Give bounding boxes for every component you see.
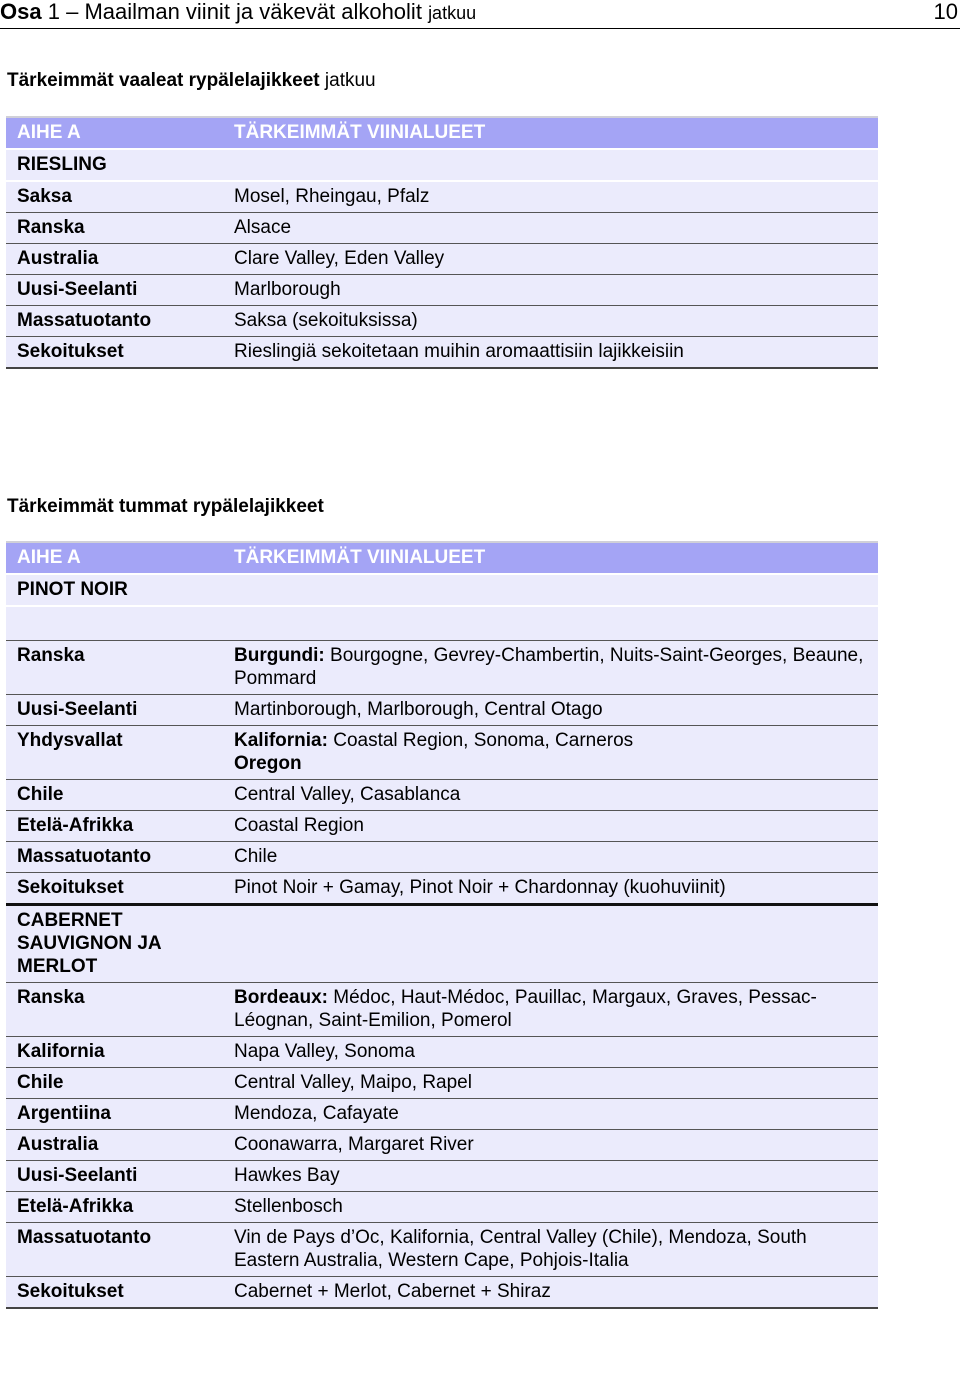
table-header-row	[6, 542, 878, 574]
grape-row	[6, 905, 878, 983]
table-header-row	[6, 117, 878, 149]
table-row: Uusi-Seelanti Hawkes Bay	[6, 1161, 878, 1192]
table-row: Massatuotanto Vin de Pays d’Oc, Kalifornia, Central Valley (Chile), Mendoza, South Eastern Australia, Western Cape, Pohjois-Italia	[6, 1223, 878, 1277]
table-row: Ranska Alsace	[6, 213, 878, 244]
table-row: Massatuotanto Saksa (sekoituksissa)	[6, 306, 878, 337]
table-row: Ranska Burgundi: Bourgogne, Gevrey-Chambertin, Nuits-Saint-Georges, Beaune, Pommard	[6, 641, 878, 695]
white-grapes-continued: jatkuu	[324, 70, 376, 91]
table-row: Uusi-Seelanti Martinborough, Marlborough, Central Otago	[6, 695, 878, 726]
column-header-regions: TÄRKEIMMÄT VIINIALUEET	[223, 542, 878, 574]
column-header-regions: TÄRKEIMMÄT VIINIALUEET	[223, 117, 878, 149]
table-row: Massatuotanto Chile	[6, 842, 878, 873]
header-rule	[0, 28, 960, 29]
table-row: Kalifornia Napa Valley, Sonoma	[6, 1037, 878, 1068]
red-grapes-table	[6, 541, 878, 1309]
table-row: Etelä-Afrikka Coastal Region	[6, 811, 878, 842]
table-row: Chile Central Valley, Maipo, Rapel	[6, 1068, 878, 1099]
table-row: Yhdysvallat Kalifornia: Coastal Region, Sonoma, Carneros Oregon	[6, 726, 878, 780]
grape-name: RIESLING	[6, 149, 223, 181]
header-number: 1	[47, 0, 60, 24]
table-row: Australia Clare Valley, Eden Valley	[6, 244, 878, 275]
table-row: Argentiina Mendoza, Cafayate	[6, 1099, 878, 1130]
table-row: Ranska Bordeaux: Médoc, Haut-Médoc, Pauillac, Margaux, Graves, Pessac-Léognan, Saint-Emilion, Pomerol	[6, 983, 878, 1037]
header-title: – Maailman viinit ja väkevät alkoholit	[66, 0, 422, 24]
grape-name: CABERNET SAUVIGNON JA MERLOT	[6, 905, 223, 983]
table-row: Sekoitukset Cabernet + Merlot, Cabernet + Shiraz	[6, 1277, 878, 1309]
red-grapes-title: Tärkeimmät tummat rypälelajikkeet	[7, 496, 324, 517]
table-row: Saksa Mosel, Rheingau, Pfalz	[6, 181, 878, 213]
white-grapes-title: Tärkeimmät vaaleat rypälelajikkeet jatkuu	[7, 70, 376, 91]
table-row: Uusi-Seelanti Marlborough	[6, 275, 878, 306]
header-continued: jatkuu	[428, 3, 477, 23]
table-row: Sekoitukset Rieslingiä sekoitetaan muihin aromaattisiin lajikkeisiin	[6, 337, 878, 369]
table-row: Chile Central Valley, Casablanca	[6, 780, 878, 811]
page-header	[0, 0, 960, 24]
grape-row	[6, 574, 878, 606]
spacer-row	[6, 606, 878, 641]
table-row: Etelä-Afrikka Stellenbosch	[6, 1192, 878, 1223]
table-row: Australia Coonawarra, Margaret River	[6, 1130, 878, 1161]
column-header-topic: AIHE A	[6, 117, 223, 149]
header-part: Osa	[0, 0, 42, 24]
grape-row	[6, 149, 878, 181]
table-row: Sekoitukset Pinot Noir + Gamay, Pinot Noir + Chardonnay (kuohuviinit)	[6, 873, 878, 905]
column-header-topic: AIHE A	[6, 542, 223, 574]
grape-name: PINOT NOIR	[6, 574, 223, 606]
white-grapes-table	[6, 116, 878, 369]
page-number: 10	[933, 0, 958, 24]
